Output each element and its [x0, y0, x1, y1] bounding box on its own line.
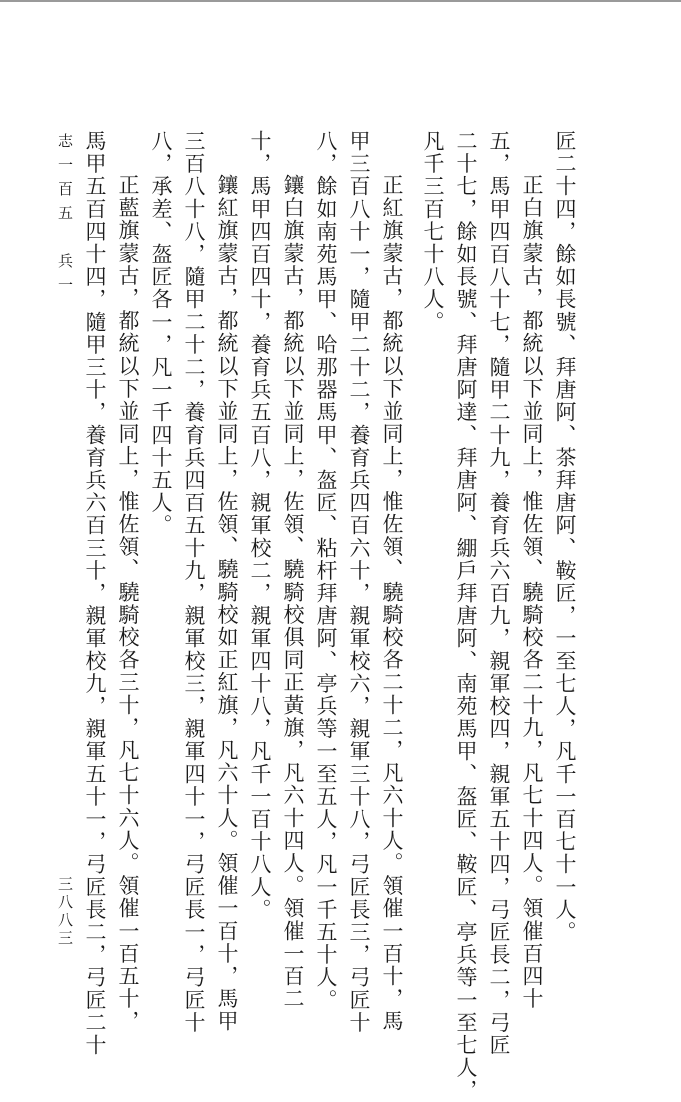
text-column: 馬甲五百四十四，隨甲三十，養育兵六百三十，親軍校九，親軍五十一，弓匠長二，弓匠二十 — [83, 130, 107, 1057]
text-column: 八，承差、盔匠各一，凡一千四十五人。 — [149, 130, 173, 537]
top-edge-line — [0, 0, 681, 2]
text-column: 正紅旗蒙古，都統以下並同上，惟佐領、驍騎校各二十二，凡六十人。領催一百十，馬 — [380, 174, 404, 1033]
text-column: 鑲紅旗蒙古，都統以下並同上，佐領、驍騎校如正紅旗，凡六十人。領催一百十，馬甲 — [215, 174, 239, 1033]
text-column: 正白旗蒙古，都統以下並同上，惟佐領、驍騎校各二十九，凡七十四人。領催百四十 — [520, 174, 544, 1011]
page-number: 三八八三 — [56, 876, 74, 948]
text-column: 八，餘如南苑馬甲、哈那器馬甲、盔匠、粘杆拜唐阿、亭兵等一至五人，凡一千五十人。 — [314, 130, 338, 1012]
text-column: 鑲白旗蒙古，都統以下並同上，佐領、驍騎校俱同正黃旗，凡六十四人。領催一百二 — [281, 174, 305, 1011]
text-column: 正藍旗蒙古，都統以下並同上，惟佐領、驍騎校各三十，凡七十六人。領催一百五十， — [116, 174, 140, 1033]
text-column: 甲三百八十一，隨甲二十二，養育兵四百六十，親軍校六，親軍三十八，弓匠長三，弓匠十 — [347, 130, 371, 1034]
text-column: 三百八十八，隨甲二十二，養育兵四百五十九，親軍校三，親軍四十一，弓匠長一，弓匠十 — [182, 130, 206, 1034]
text-column: 十，馬甲四百四十，養育兵五百八，親軍校二，親軍四十八，凡千一百十八人。 — [248, 130, 272, 921]
running-header: 志一百五 兵一 — [56, 133, 74, 301]
text-column: 五，馬甲四百八十七，隨甲二十九，養育兵六百九，親軍校四，親軍五十四，弓匠長二，弓匠 — [487, 130, 511, 1057]
body-text — [78, 130, 581, 1102]
text-column: 二十七，餘如長號、拜唐阿達、拜唐阿、綳戶拜唐阿、南苑馬甲、盔匠、鞍匠、亭兵等一至七人， — [454, 130, 478, 1102]
text-column: 匠二十四，餘如長號、拜唐阿、茶拜唐阿、鞍匠，一至七人，凡千一百七十一人。 — [553, 130, 577, 944]
text-column: 凡千三百七十八人。 — [421, 130, 445, 334]
